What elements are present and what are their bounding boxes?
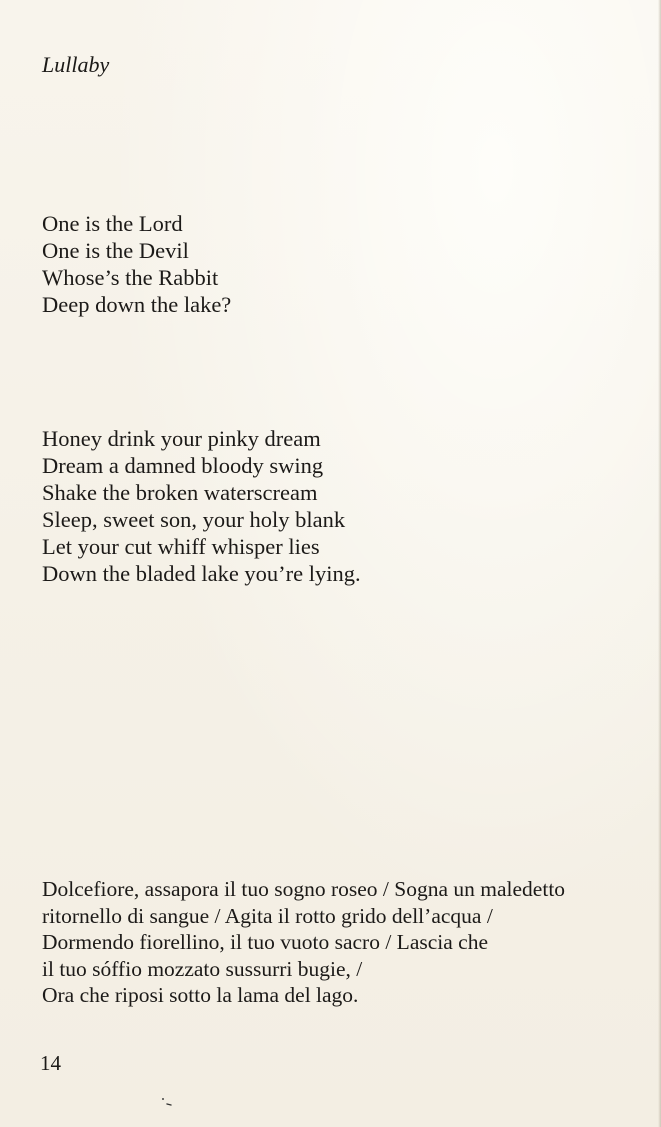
poem-line: One is the Lord <box>42 211 183 236</box>
stanza-1 <box>42 210 231 318</box>
poem-line: Shake the broken waterscream <box>42 480 318 505</box>
poem-line: Whose’s the Rabbit <box>42 265 219 290</box>
stanza-2 <box>42 425 361 587</box>
poem-line: One is the Devil <box>42 238 189 263</box>
translation-line: Dormendo fiorellino, il tuo vuoto sacro / Lascia che <box>42 930 488 954</box>
poem-line: Dream a damned bloody swing <box>42 453 324 478</box>
poem-line: Down the bladed lake you’re lying. <box>42 561 361 586</box>
translation-line: ritornello di sangue / Agita il rotto grido dell’acqua / <box>42 903 493 928</box>
translation-line: il tuo sóffio mozzato sussurri bugie, / <box>42 956 363 981</box>
page-number: 14 <box>40 1051 61 1075</box>
italian-translation <box>42 876 565 1009</box>
translation-line: Ora che riposi sotto la lama del lago. <box>42 983 359 1007</box>
ink-speck <box>161 1097 173 1107</box>
poem-line: Sleep, sweet son, your holy blank <box>42 507 346 532</box>
poem-title: Lullaby <box>42 52 110 77</box>
poem-line: Honey drink your pinky dream <box>42 426 321 451</box>
translation-line: Dolcefiore, assapora il tuo sogno roseo / Sogna un maledetto <box>42 877 566 901</box>
poem-line: Deep down the lake? <box>42 292 232 317</box>
poem-line: Let your cut whiff whisper lies <box>42 534 320 559</box>
